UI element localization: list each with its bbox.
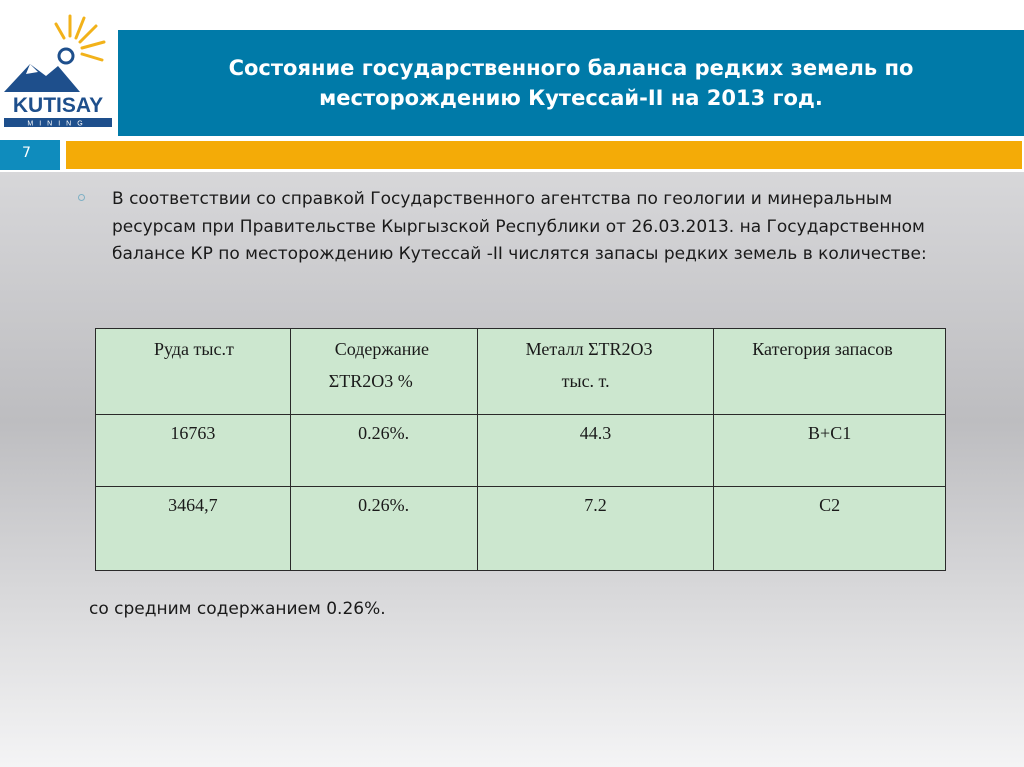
- title-band: [118, 30, 1024, 136]
- header-cell-text: Содержание: [334, 339, 430, 359]
- header-cell-text: ΣTR2O3 %: [328, 371, 413, 391]
- table-row: [96, 415, 946, 487]
- header-cell-category: [714, 329, 946, 415]
- page-title: [191, 53, 951, 113]
- average-content-note: со средним содержанием 0.26%.: [89, 599, 386, 619]
- header-cell-metal: [477, 329, 714, 415]
- reserves-table: [95, 328, 946, 571]
- table-cell: 7.2: [477, 487, 714, 571]
- company-logo: [0, 0, 118, 140]
- header-cell-text: Категория запасов: [752, 339, 893, 359]
- table-row: [96, 487, 946, 571]
- body-paragraph: В соответствии со справкой Государственного агентства по геологии и минеральным ресурсам при Правительстве Кыргызской Республики от 26.03.2013. на Государственном балансе КР по месторождению Кутессай -II числятся запасы редких земель в количестве:: [112, 189, 927, 264]
- header-cell-text: тыс. т.: [561, 371, 610, 391]
- table-cell: C2: [714, 487, 946, 571]
- table-cell: 0.26%.: [290, 415, 477, 487]
- title-line-2: месторождению Кутессай-II на 2013 год.: [319, 86, 823, 110]
- table-cell: 16763: [96, 415, 291, 487]
- logo-subtext: MINING: [27, 120, 89, 128]
- header-cell-ore: [96, 329, 291, 415]
- table-cell: 3464,7: [96, 487, 291, 571]
- slide-number: 7: [0, 140, 60, 170]
- header-cell-content: [290, 329, 477, 415]
- bullet-icon: [78, 194, 85, 201]
- table-cell: B+C1: [714, 415, 946, 487]
- accent-bar: [66, 141, 1022, 169]
- table-cell: 44.3: [477, 415, 714, 487]
- logo-wordmark: KUTISAY: [12, 94, 104, 117]
- table-header-row: [96, 329, 946, 415]
- header-cell-text: Металл ΣTR2O3: [525, 339, 653, 359]
- header-cell-text: Руда тыс.т: [154, 339, 234, 359]
- table-cell: 0.26%.: [290, 487, 477, 571]
- title-line-1: Состояние государственного баланса редких земель по: [228, 56, 914, 80]
